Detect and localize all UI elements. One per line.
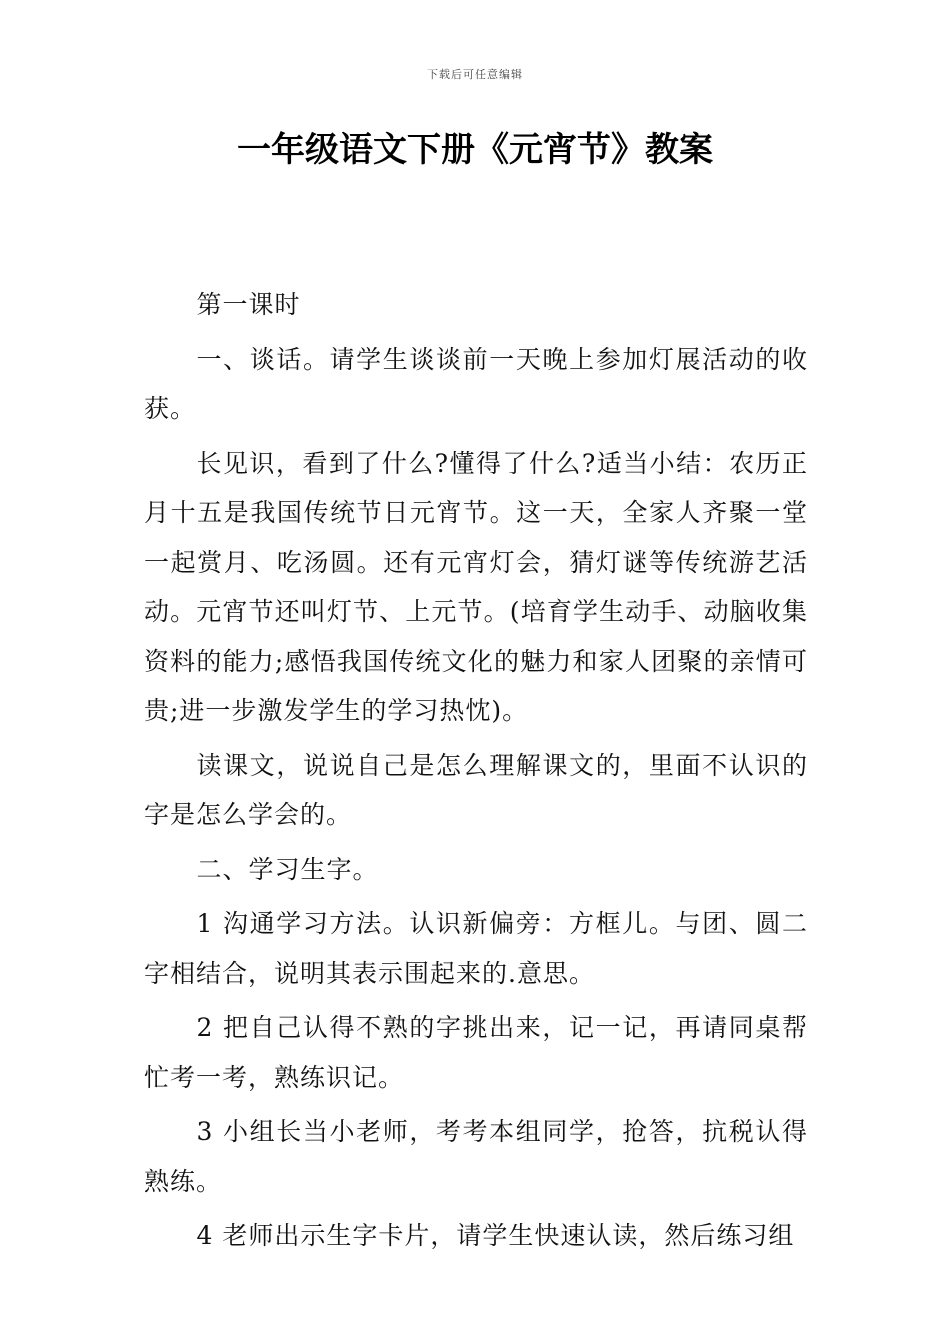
header-note: 下载后可任意编辑 (427, 68, 523, 81)
paragraph-step-1: 1 沟通学习方法。认识新偏旁：方框儿。与团、圆二字相结合，说明其表示围起来的.意思。 (144, 909, 808, 988)
document-body (144, 280, 808, 1266)
paragraph-step-3: 3 小组长当小老师，考考本组同学，抢答，抗税认得熟练。 (144, 1117, 808, 1196)
paragraph-lesson-label: 第一课时 (196, 290, 301, 319)
paragraph-discussion: 一、谈话。请学生谈谈前一天晚上参加灯展活动的收获。 (144, 344, 808, 423)
paragraph-read-text: 读课文，说说自己是怎么理解课文的，里面不认识的字是怎么学会的。 (144, 750, 808, 829)
paragraph-summary: 长见识，看到了什么?懂得了什么?适当小结：农历正月十五是我国传统节日元宵节。这一天，全家人齐聚一堂一起赏月、吃汤圆。还有元宵灯会，猜灯谜等传统游艺活动。元宵节还叫灯节、上元节。(培育学生动手、动脑收集资料的能力;感悟我国传统文化的魅力和家人团聚的亲情可贵;进一步激发学生的学习热忱)。 (144, 448, 808, 725)
paragraph-step-4: 4 老师出示生字卡片，请学生快速认读，然后练习组 (196, 1221, 795, 1250)
paragraph-section-heading: 二、学习生字。 (196, 854, 379, 884)
document-title: 一年级语文下册《元宵节》教案 (237, 130, 713, 170)
paragraph-step-2: 2 把自己认得不熟的字挑出来，记一记，再请同桌帮忙考一考，熟练识记。 (144, 1013, 808, 1092)
